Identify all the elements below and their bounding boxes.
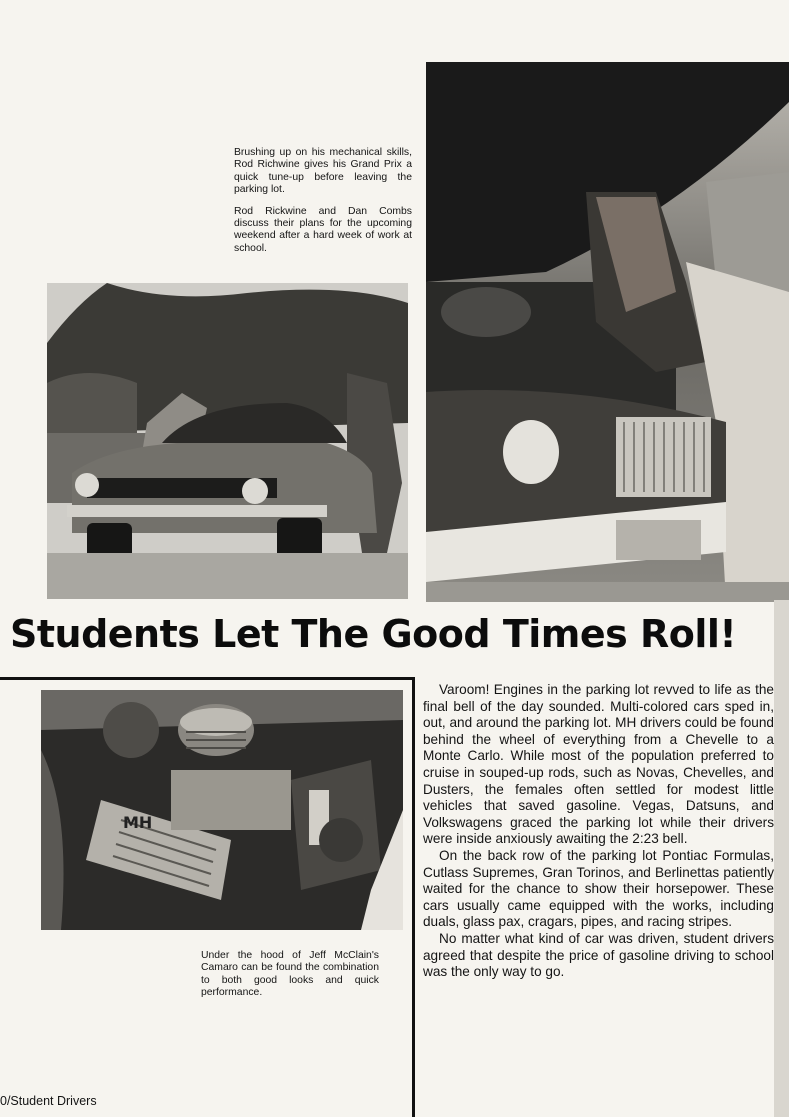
divider-rule-vertical: [412, 677, 415, 1117]
article-body: [423, 682, 774, 981]
page-headline: Students Let The Good Times Roll!: [10, 612, 737, 656]
caption-top-2: Rod Rickwine and Dan Combs discuss their plans for the upcoming weekend after a hard week of work at school.: [234, 205, 412, 254]
caption-grand-prix: [234, 147, 412, 264]
photo-grand-prix-tuneup: [426, 62, 789, 602]
caption-top-1: Brushing up on his mechanical skills, Rod Richwine gives his Grand Prix a quick tune-up before leaving the parking lot.: [234, 147, 412, 196]
article-paragraph: No matter what kind of car was driven, student drivers agreed that despite the price of gasoline driving to school was the only way to go.: [423, 930, 774, 980]
divider-rule-horizontal: [0, 677, 415, 680]
engine-badge-text: MH: [123, 813, 153, 832]
photo-camaro-parking-lot: [47, 283, 408, 599]
photo-camaro-engine: [41, 690, 403, 930]
article-paragraph: Varoom! Engines in the parking lot revved to life as the final bell of the day sounded. Multi-colored cars sped in, out, and around the parking lot. MH drivers could be found behind the wheel of everything from a Chevelle to a Monte Carlo. While most of the population preferred to cruise in souped-up rods, such as Novas, Chevelles, and Dusters, the females often settled for modest little vehicles that saved gasoline. Vegas, Datsuns, and Volkswagens graced the parking lot while their drivers were inside anxiously awaiting the 2:23 bell.: [423, 682, 774, 847]
article-paragraph: On the back row of the parking lot Pontiac Formulas, Cutlass Supremes, Gran Torinos, and Berlinettas patiently waited for the chance to show their horsepower. These cars usually came equipped with the works, including duals, glass pax, cragars, pipes, and racing stripes.: [423, 847, 774, 930]
page-edge-shadow: [774, 600, 789, 1117]
caption-engine: Under the hood of Jeff McClain's Camaro can be found the combination to both good looks and quick performance.: [201, 950, 379, 999]
page-footer: 0/Student Drivers: [0, 1094, 97, 1108]
